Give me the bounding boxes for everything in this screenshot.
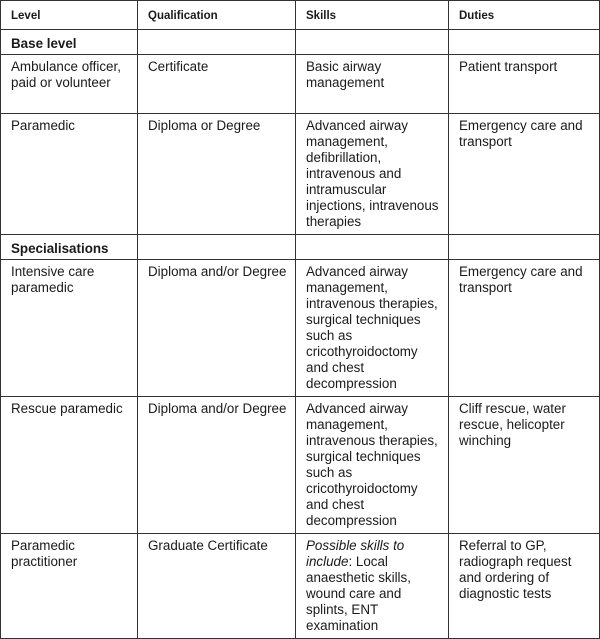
table-row-paramedic [1, 114, 600, 235]
table-row-ambulance-officer [1, 55, 600, 114]
section-title: Specialisations [1, 235, 138, 260]
table-row-rescue-paramedic [1, 397, 600, 534]
section-row-base-level [1, 30, 600, 55]
cell-level: Paramedic practitioner [1, 534, 138, 639]
cell-level: Ambulance officer, paid or volunteer [1, 55, 138, 114]
skills-intro-italic: Possible skills to include [306, 538, 405, 569]
empty-cell [296, 235, 449, 260]
cell-duties: Patient transport [449, 55, 600, 114]
cell-skills: Advanced airway management, intravenous therapies, surgical techniques such as cricothyroidoctomy and chest decompression [296, 397, 449, 534]
empty-cell [449, 235, 600, 260]
cell-duties: Emergency care and transport [449, 114, 600, 235]
header-row [1, 1, 600, 30]
table-row-intensive-care-paramedic [1, 260, 600, 397]
empty-cell [138, 235, 296, 260]
skills-rest: : Local anaesthetic skills, wound care and splints, ENT examination [306, 554, 411, 633]
cell-duties: Referral to GP, radiograph request and ordering of diagnostic tests [449, 534, 600, 639]
cell-level: Rescue paramedic [1, 397, 138, 534]
cell-duties: Emergency care and transport [449, 260, 600, 397]
cell-skills: Advanced airway management, intravenous therapies, surgical techniques such as cricothyroidoctomy and chest decompression [296, 260, 449, 397]
header-skills: Skills [296, 1, 449, 30]
cell-skills: Advanced airway management, defibrillation, intravenous and intramuscular injections, intravenous therapies [296, 114, 449, 235]
header-qualification: Qualification [138, 1, 296, 30]
cell-duties: Cliff rescue, water rescue, helicopter winching [449, 397, 600, 534]
header-level: Level [1, 1, 138, 30]
cell-skills [296, 534, 449, 639]
cell-qualification: Diploma or Degree [138, 114, 296, 235]
cell-level: Intensive care paramedic [1, 260, 138, 397]
empty-cell [296, 30, 449, 55]
cell-level: Paramedic [1, 114, 138, 235]
header-duties: Duties [449, 1, 600, 30]
section-title: Base level [1, 30, 138, 55]
cell-skills: Basic airway management [296, 55, 449, 114]
table-row-paramedic-practitioner [1, 534, 600, 639]
empty-cell [449, 30, 600, 55]
cell-qualification: Diploma and/or Degree [138, 397, 296, 534]
cell-qualification: Graduate Certificate [138, 534, 296, 639]
empty-cell [138, 30, 296, 55]
section-row-specialisations [1, 235, 600, 260]
cell-qualification: Diploma and/or Degree [138, 260, 296, 397]
cell-qualification: Certificate [138, 55, 296, 114]
